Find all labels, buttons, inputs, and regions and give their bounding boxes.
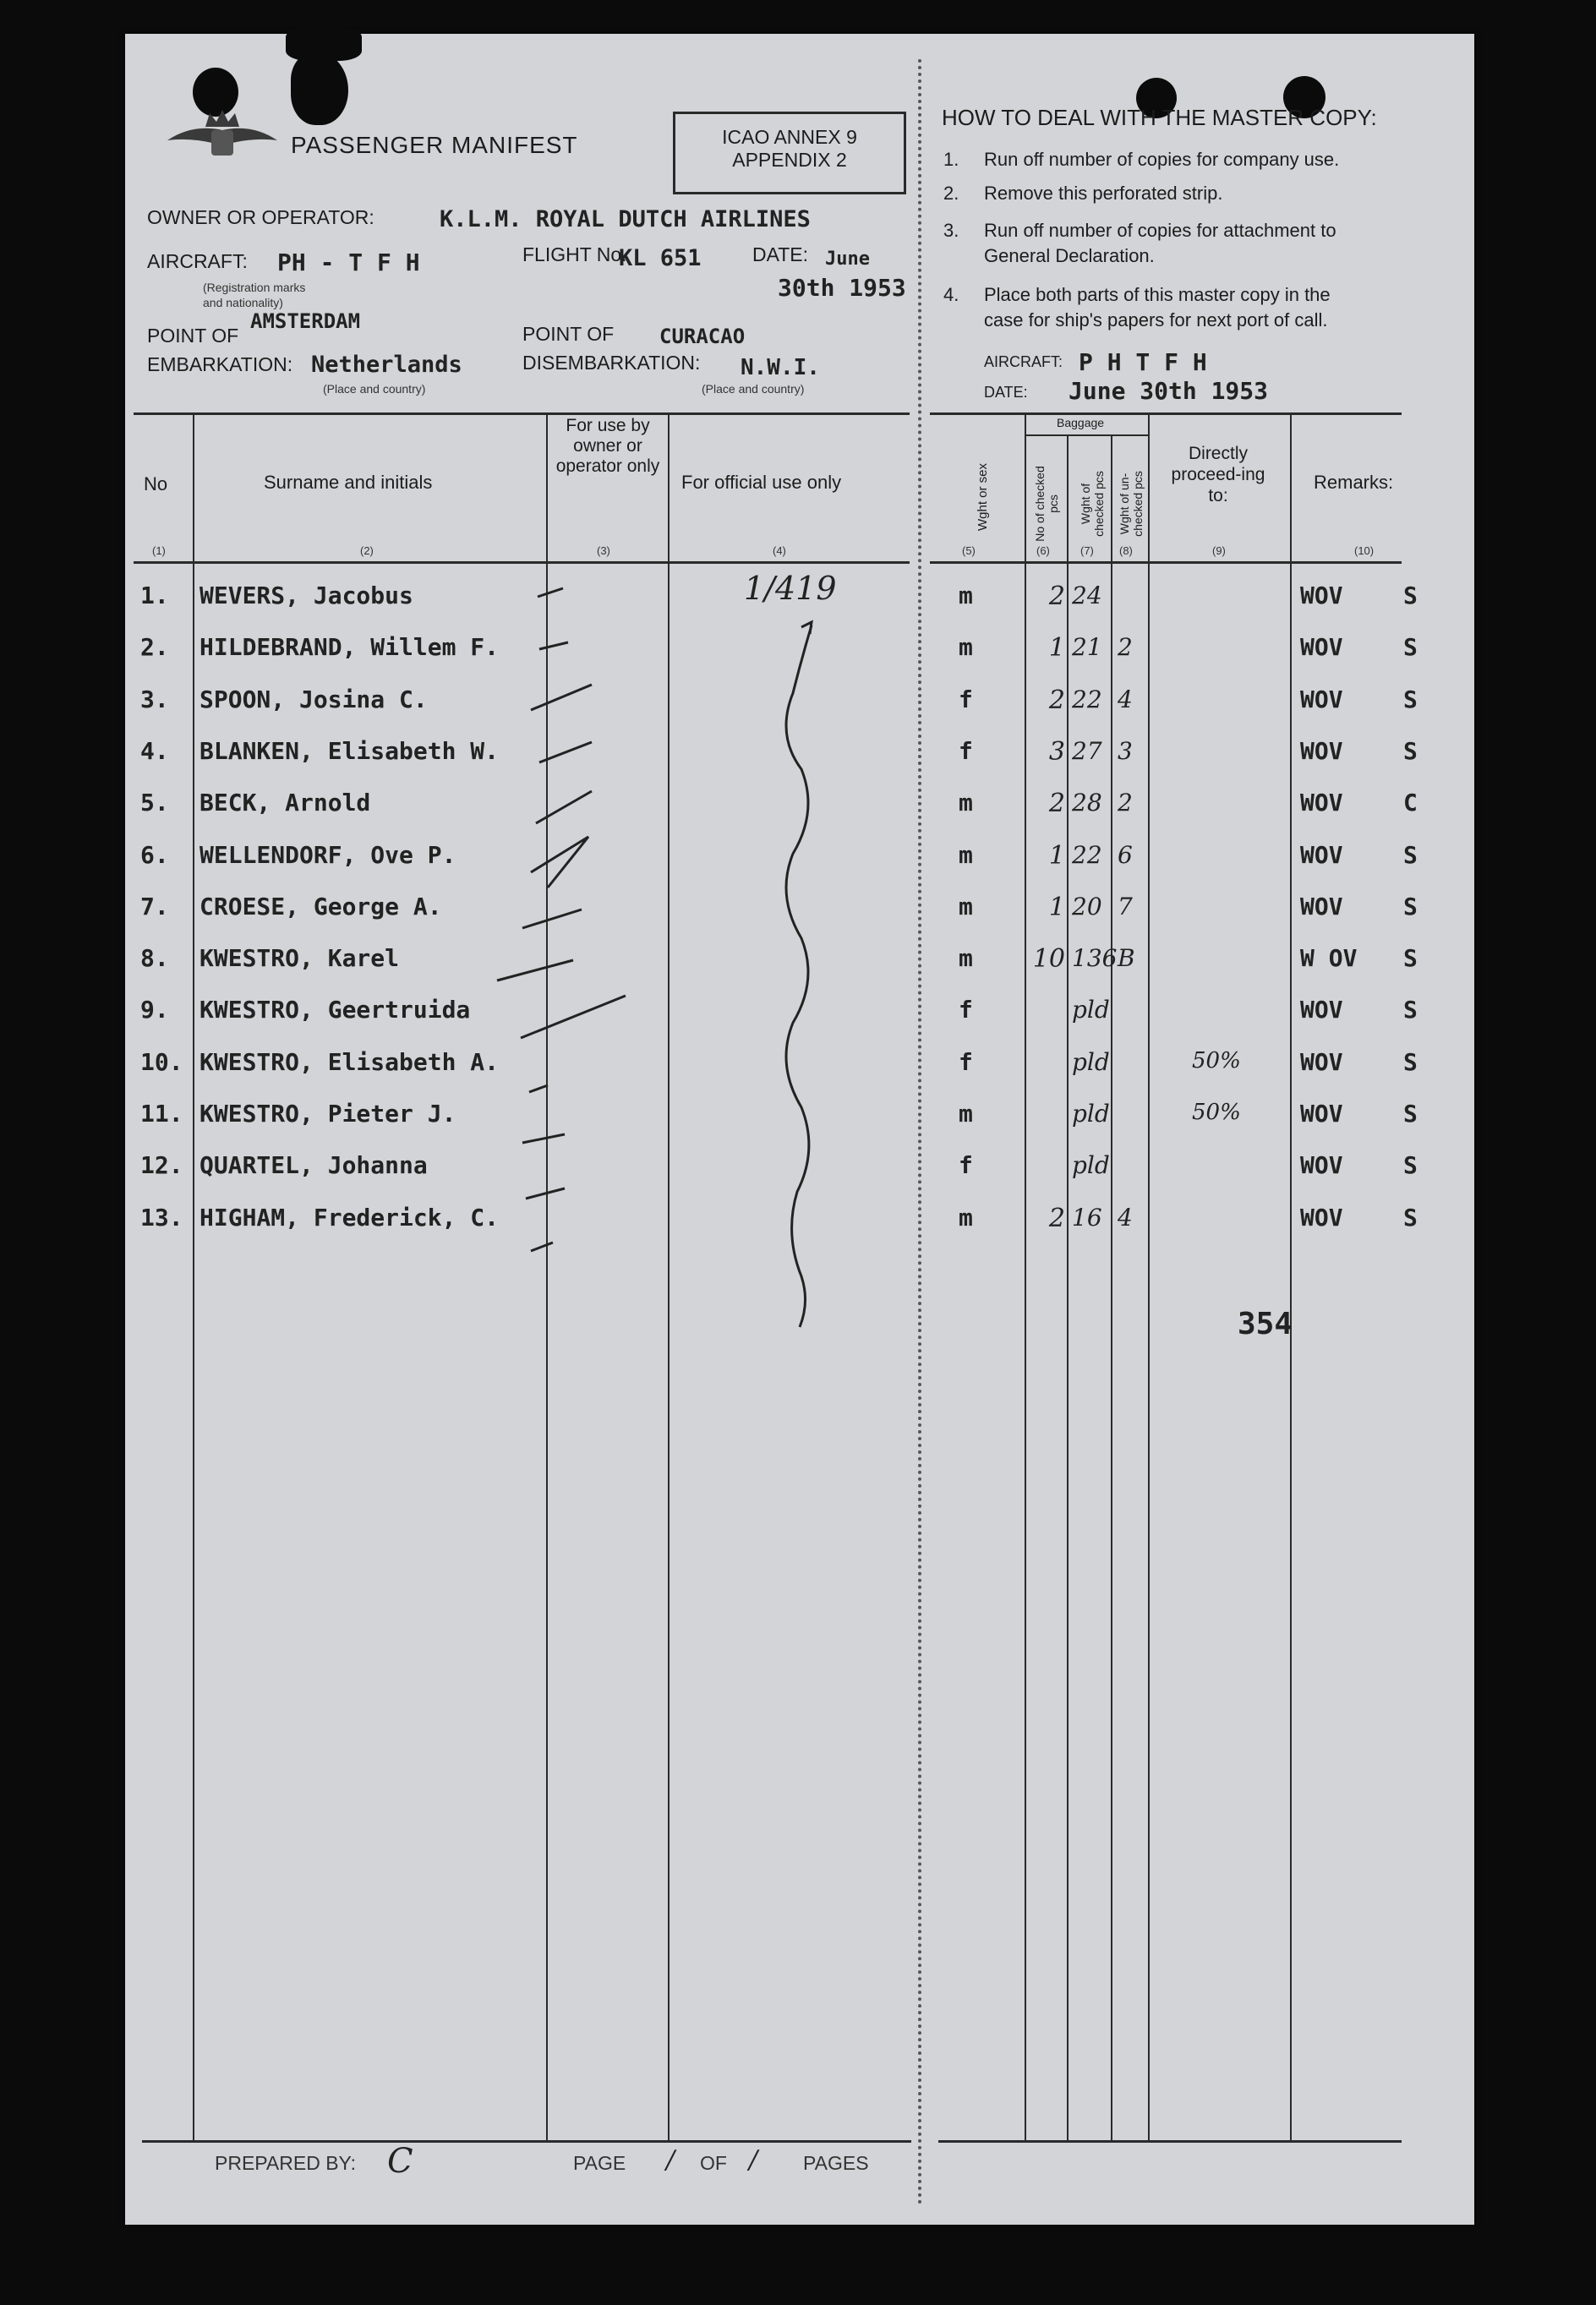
strip-date-label: DATE: <box>984 384 1028 401</box>
checked-pieces: 1 <box>1048 892 1065 922</box>
disembarkation-country: N.W.I. <box>741 355 820 380</box>
remark-code: WOV <box>1300 685 1343 713</box>
remark-class: S <box>1403 633 1418 662</box>
sex-cell: m <box>959 582 973 609</box>
instruction-text-3b: General Declaration. <box>984 245 1155 266</box>
col-header-wght-sex: Wght or sex <box>976 462 990 532</box>
directly-proceeding: 50% <box>1192 1047 1241 1073</box>
checked-weight: 24 <box>1072 582 1102 609</box>
col-number: (9) <box>1212 544 1226 557</box>
checked-weight: 28 <box>1072 789 1102 817</box>
disembarkation-label-1: POINT OF <box>522 323 615 345</box>
nationality-note: and nationality) <box>203 296 283 309</box>
instruction-text-1: Run off number of copies for company use. <box>984 149 1340 170</box>
remark-code: WOV <box>1300 582 1343 609</box>
passenger-name: CROESE, George A. <box>200 892 442 920</box>
remark-class: S <box>1403 582 1418 609</box>
handwritten-marks <box>125 34 1474 2225</box>
disembarkation-note: (Place and country) <box>702 382 805 396</box>
remark-code: WOV <box>1300 789 1343 817</box>
remark-code: WOV <box>1300 840 1343 869</box>
unchecked-weight: 2 <box>1118 633 1133 662</box>
row-number: 1. <box>140 582 169 609</box>
sex-cell: m <box>959 789 973 817</box>
unchecked-weight: 2 <box>1118 789 1133 817</box>
row-number: 5. <box>140 789 169 817</box>
row-number: 7. <box>140 892 169 920</box>
footer-rule-right <box>938 2140 1402 2143</box>
prepared-by-signature: C <box>387 2142 413 2181</box>
checked-pieces: 2 <box>1048 582 1065 611</box>
page-value: / <box>666 2145 675 2175</box>
passenger-name: BECK, Arnold <box>200 789 371 817</box>
embarkation-note: (Place and country) <box>323 382 426 396</box>
remark-code: WOV <box>1300 633 1343 662</box>
col-number: (5) <box>962 544 976 557</box>
directly-proceeding: 50% <box>1192 1100 1241 1125</box>
row-number: 9. <box>140 996 169 1024</box>
col-header-operator: For use by owner or operator only <box>555 416 660 476</box>
embarkation-label-2: EMBARKATION: <box>147 353 293 375</box>
sex-cell: f <box>959 1047 973 1076</box>
remark-class: S <box>1403 996 1418 1024</box>
strip-aircraft-label: AIRCRAFT: <box>984 353 1063 370</box>
strip-date-value: June 30th 1953 <box>1069 377 1269 405</box>
remark-code: WOV <box>1300 996 1343 1024</box>
page-title: PASSENGER MANIFEST <box>291 132 578 158</box>
checked-weight: pld <box>1072 1151 1110 1180</box>
remark-code: WOV <box>1300 1203 1343 1232</box>
disembarkation-city: CURACAO <box>659 325 746 348</box>
aircraft-value: PH - T F H <box>277 249 420 276</box>
remark-code: WOV <box>1300 736 1343 765</box>
remark-code: WOV <box>1300 892 1343 920</box>
of-label: OF <box>700 2152 727 2174</box>
checked-weight: pld <box>1072 996 1110 1024</box>
col-number: (2) <box>360 544 374 557</box>
remark-code: WOV <box>1300 1151 1343 1180</box>
checked-weight: 136 <box>1072 944 1118 973</box>
instruction-num-2: 2. <box>943 183 959 204</box>
icao-appendix-label: APPENDIX 2 <box>732 149 847 171</box>
col-header-remarks: Remarks: <box>1314 472 1394 493</box>
row-number: 2. <box>140 633 169 662</box>
sex-cell: m <box>959 892 973 920</box>
remark-class: S <box>1403 1203 1418 1232</box>
col-number: (1) <box>152 544 166 557</box>
owner-label: OWNER OR OPERATOR: <box>147 206 374 228</box>
owner-value: K.L.M. ROYAL DUTCH AIRLINES <box>440 206 811 232</box>
col-number: (8) <box>1119 544 1133 557</box>
sex-cell: m <box>959 840 973 869</box>
col-number: (3) <box>597 544 610 557</box>
checked-weight: pld <box>1072 1047 1110 1076</box>
passenger-name: SPOON, Josina C. <box>200 685 428 713</box>
unchecked-weight: 7 <box>1118 892 1133 920</box>
manifest-sheet <box>125 34 1474 2225</box>
sex-cell: f <box>959 996 973 1024</box>
remark-class: S <box>1403 892 1418 920</box>
col-header-wght-unchecked: Wght of un-checked pcs <box>1118 471 1145 537</box>
instruction-text-4b: case for ship's papers for next port of call. <box>984 309 1328 330</box>
passenger-name: KWESTRO, Elisabeth A. <box>200 1047 500 1076</box>
unchecked-weight: 4 <box>1118 1203 1133 1232</box>
strip-aircraft-value: P H T F H <box>1079 348 1207 376</box>
col-header-surname: Surname and initials <box>264 472 433 493</box>
col-header-baggage: Baggage <box>1057 416 1105 429</box>
sex-cell: m <box>959 633 973 662</box>
passenger-name: KWESTRO, Pieter J. <box>200 1100 456 1128</box>
unchecked-weight: B <box>1118 944 1135 973</box>
prepared-by-label: PREPARED BY: <box>215 2152 357 2174</box>
checked-weight: 20 <box>1072 892 1102 920</box>
passenger-name: WEVERS, Jacobus <box>200 582 413 609</box>
checked-pieces: 10 <box>1032 944 1065 975</box>
aircraft-label: AIRCRAFT: <box>147 250 248 272</box>
checked-pieces: 1 <box>1048 633 1065 664</box>
checked-weight: pld <box>1072 1100 1110 1128</box>
checked-pieces: 1 <box>1048 840 1065 871</box>
checked-weight: 22 <box>1072 685 1102 713</box>
remark-class: S <box>1403 1151 1418 1180</box>
row-number: 3. <box>140 685 169 713</box>
date-value-month: June <box>825 249 870 270</box>
sex-cell: f <box>959 685 973 713</box>
flight-label: FLIGHT No. <box>522 243 627 265</box>
passenger-name: KWESTRO, Karel <box>200 944 400 973</box>
remark-code: WOV <box>1300 1047 1343 1076</box>
col-header-wght-checked: Wght of checked pcs <box>1079 471 1106 537</box>
col-number: (4) <box>773 544 786 557</box>
remark-class: S <box>1403 1100 1418 1128</box>
row-number: 11. <box>140 1100 183 1128</box>
instruction-num-1: 1. <box>943 149 959 170</box>
row-number: 4. <box>140 736 169 765</box>
instruction-num-3: 3. <box>943 220 959 241</box>
checked-pieces: 2 <box>1048 1203 1065 1233</box>
row-number: 6. <box>140 840 169 869</box>
sex-cell: m <box>959 1203 973 1232</box>
sex-cell: m <box>959 944 973 973</box>
instruction-text-2: Remove this perforated strip. <box>984 183 1223 204</box>
remark-class: S <box>1403 1047 1418 1076</box>
remark-class: S <box>1403 736 1418 765</box>
unchecked-weight: 3 <box>1118 736 1133 765</box>
disembarkation-label-2: DISEMBARKATION: <box>522 352 701 374</box>
row-number: 12. <box>140 1151 183 1180</box>
col-number: (7) <box>1080 544 1094 557</box>
checked-weight: 22 <box>1072 840 1102 869</box>
row-number: 10. <box>140 1047 183 1076</box>
total-value: 354 <box>1238 1307 1293 1341</box>
unchecked-weight: 4 <box>1118 685 1133 713</box>
row-number: 13. <box>140 1203 183 1232</box>
remark-class: S <box>1403 840 1418 869</box>
passenger-name: KWESTRO, Geertruida <box>200 996 471 1024</box>
checked-weight: 16 <box>1072 1203 1102 1232</box>
date-value-day-year: 30th 1953 <box>778 274 906 302</box>
instruction-text-4: Place both parts of this master copy in the <box>984 284 1331 305</box>
col-header-directly: Directly proceed-ing to: <box>1171 444 1265 505</box>
checked-pieces: 2 <box>1048 685 1065 715</box>
remark-code: W OV <box>1300 944 1358 973</box>
official-use-note: 1/419 <box>744 570 837 607</box>
remark-class: S <box>1403 685 1418 713</box>
passenger-name: BLANKEN, Elisabeth W. <box>200 736 500 765</box>
sex-cell: f <box>959 1151 973 1180</box>
passenger-name: WELLENDORF, Ove P. <box>200 840 456 869</box>
sex-cell: m <box>959 1100 973 1128</box>
instructions-title: HOW TO DEAL WITH THE MASTER COPY: <box>942 105 1377 130</box>
instruction-text-3: Run off number of copies for attachment to <box>984 220 1336 241</box>
sex-cell: f <box>959 736 973 765</box>
embarkation-label-1: POINT OF <box>147 325 239 347</box>
remark-class: C <box>1403 789 1418 817</box>
col-number: (6) <box>1036 544 1050 557</box>
unchecked-weight: 6 <box>1118 840 1133 869</box>
checked-weight: 21 <box>1072 633 1102 662</box>
icao-annex-label: ICAO ANNEX 9 <box>722 126 857 148</box>
checked-weight: 27 <box>1072 736 1102 765</box>
row-number: 8. <box>140 944 169 973</box>
footer-rule-left <box>142 2140 911 2143</box>
passenger-name: HILDEBRAND, Willem F. <box>200 633 500 662</box>
of-value: / <box>749 2145 758 2175</box>
passenger-name: HIGHAM, Frederick, C. <box>200 1203 500 1232</box>
checked-pieces: 2 <box>1048 789 1065 819</box>
instruction-num-4: 4. <box>943 284 959 305</box>
col-header-no: No <box>144 473 168 494</box>
flight-value: KL 651 <box>619 245 702 271</box>
registration-note: (Registration marks <box>203 281 306 294</box>
col-header-no-checked: No of checked pcs <box>1033 466 1060 542</box>
remark-class: S <box>1403 944 1418 973</box>
remark-code: WOV <box>1300 1100 1343 1128</box>
embarkation-city: AMSTERDAM <box>250 309 361 333</box>
passenger-name: QUARTEL, Johanna <box>200 1151 428 1180</box>
page-label: PAGE <box>573 2152 626 2174</box>
embarkation-country: Netherlands <box>311 352 462 378</box>
checked-pieces: 3 <box>1048 736 1065 767</box>
pages-label: PAGES <box>803 2152 869 2174</box>
col-header-official: For official use only <box>681 472 842 493</box>
date-label: DATE: <box>752 243 809 265</box>
col-number: (10) <box>1354 544 1375 557</box>
